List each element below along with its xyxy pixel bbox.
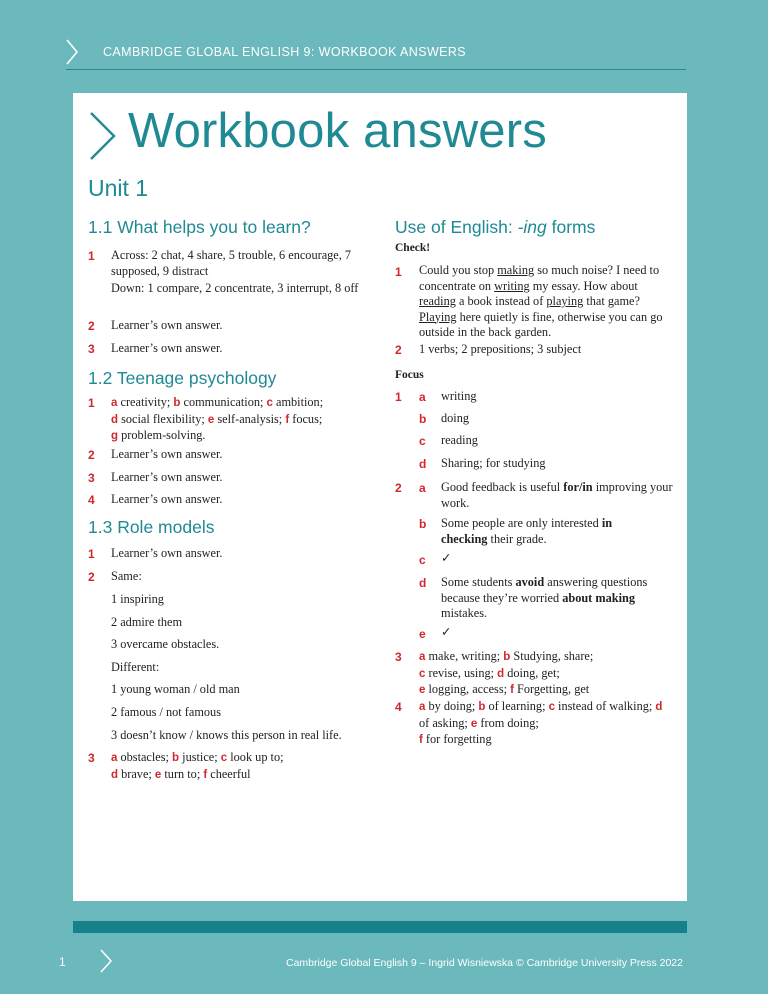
question-number: 3 — [88, 471, 95, 485]
question-number: 3 — [88, 342, 95, 356]
answer-text: Sharing; for studying — [441, 456, 546, 470]
answer-text: Learner’s own answer. — [111, 318, 223, 332]
header-title: CAMBRIDGE GLOBAL ENGLISH 9: WORKBOOK ANSWERS — [103, 45, 467, 59]
page-title: Workbook answers — [128, 104, 547, 158]
answer-text: 1 young woman / old man — [111, 682, 240, 696]
answer-text: Learner’s own answer. — [111, 492, 223, 506]
footer-strip — [73, 921, 687, 933]
item-letter: a — [419, 481, 426, 495]
section-heading-1-3: 1.3 Role models — [88, 517, 215, 537]
question-number: 4 — [88, 493, 95, 507]
question-number: 1 — [88, 547, 95, 561]
answer-text: 1 inspiring — [111, 592, 164, 606]
answer-text: Down: 1 compare, 2 concentrate, 3 interrupt, 8 off — [111, 281, 359, 295]
answer-text: Learner’s own answer. — [111, 546, 223, 560]
answer-text: Learner’s own answer. — [111, 447, 223, 461]
answer-text: 3 overcame obstacles. — [111, 637, 220, 651]
answer-text: a make, writing; b Studying, share; c revise, using; d doing, get; e logging, access; f Forgetting, get — [419, 649, 594, 696]
check-label: Check! — [395, 242, 431, 254]
question-number: 2 — [88, 570, 95, 584]
chevron-right-icon — [100, 949, 112, 973]
question-number: 1 — [88, 396, 95, 410]
answer-text: Learner’s own answer. — [111, 341, 223, 355]
page-number: 1 — [59, 955, 66, 969]
item-letter: d — [419, 576, 427, 590]
answer-text: Some people are only interested in checking their grade. — [441, 516, 613, 546]
answer-text: Good feedback is useful for/in improving your work. — [441, 480, 673, 510]
answer-text: 1 verbs; 2 prepositions; 3 subject — [419, 342, 582, 356]
question-number: 1 — [88, 249, 95, 263]
chevron-right-icon — [89, 111, 117, 161]
check-mark-icon: ✓ — [441, 625, 452, 639]
answer-text: Different: — [111, 660, 160, 674]
footer-credit: Cambridge Global English 9 – Ingrid Wisniewska © Cambridge University Press 2022 — [286, 957, 683, 969]
unit-heading: Unit 1 — [88, 175, 149, 201]
item-letter: e — [419, 627, 426, 641]
answer-text: Learner’s own answer. — [111, 470, 223, 484]
answer-text: reading — [441, 433, 478, 447]
item-letter: c — [419, 553, 426, 567]
answer-text: a creativity; b communication; c ambition; d social flexibility; e self-analysis; f focus; g problem-solving. — [111, 395, 324, 442]
question-number: 1 — [395, 390, 402, 404]
question-number: 2 — [88, 319, 95, 333]
item-letter: b — [419, 412, 427, 426]
answer-text: 2 famous / not famous — [111, 705, 221, 719]
section-heading-1-1: 1.1 What helps you to learn? — [88, 217, 311, 237]
section-heading-use-of-english: Use of English: -ing forms — [395, 217, 596, 237]
section-heading-1-2: 1.2 Teenage psychology — [88, 368, 277, 388]
answer-text: writing — [441, 389, 477, 403]
answer-text: 2 admire them — [111, 615, 183, 629]
answer-text: a obstacles; b justice; c look up to; d brave; e turn to; f cheerful — [111, 750, 284, 781]
focus-label: Focus — [395, 369, 424, 381]
answer-text: a by doing; b of learning; c instead of walking; d of asking; e from doing; f for forgetting — [419, 699, 663, 746]
question-number: 2 — [395, 481, 402, 495]
header-divider — [66, 69, 686, 70]
question-number: 1 — [395, 265, 402, 279]
question-number: 2 — [88, 448, 95, 462]
item-letter: c — [419, 434, 426, 448]
question-number: 3 — [88, 751, 95, 765]
item-letter: a — [419, 390, 426, 404]
chevron-right-icon — [66, 39, 78, 65]
answer-text: Same: — [111, 569, 142, 583]
question-number: 4 — [395, 700, 402, 714]
question-number: 2 — [395, 343, 402, 357]
item-letter: b — [419, 517, 427, 531]
answer-text: Some students avoid answering questions because they’re worried about making mistakes. — [441, 575, 648, 620]
answer-text: doing — [441, 411, 470, 425]
answer-text: Across: 2 chat, 4 share, 5 trouble, 6 encourage, 7 supposed, 9 distract — [111, 248, 352, 278]
item-letter: d — [419, 457, 427, 471]
question-number: 3 — [395, 650, 402, 664]
answer-text: 3 doesn’t know / knows this person in real life. — [111, 728, 342, 742]
answer-text: Could you stop making so much noise? I need to concentrate on writing my essay. How about reading a book instead of playing that game? Playing here quietly is fine, otherwise you can go outside in the back garden. — [419, 263, 663, 339]
check-mark-icon: ✓ — [441, 551, 452, 565]
